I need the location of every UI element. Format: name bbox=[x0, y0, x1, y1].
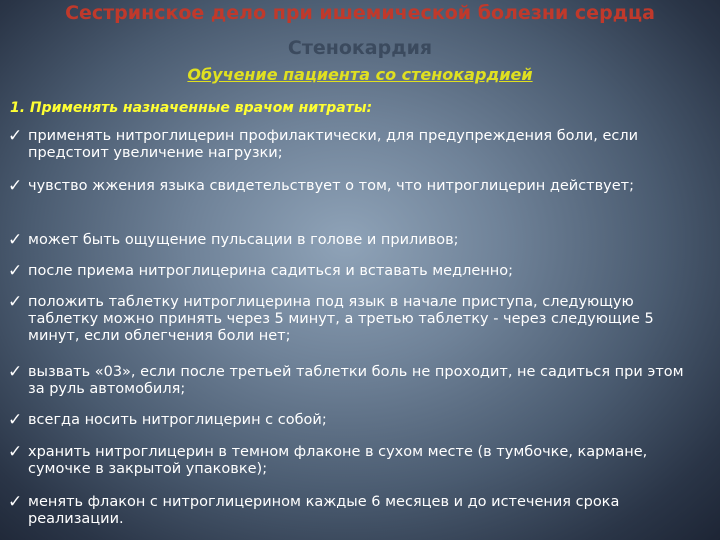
slide-title: Сестринское дело при ишемической болезни сердца bbox=[65, 2, 655, 24]
list-item bbox=[8, 412, 698, 429]
checkmark-icon: ✓ bbox=[8, 410, 23, 430]
list-item-text: после приема нитроглицерина садиться и вставать медленно; bbox=[28, 263, 514, 279]
list-item-text: хранить нитроглицерин в темном флаконе в сухом месте (в тумбочке, кармане, сумочке в закрытой упаковке); bbox=[28, 444, 648, 477]
list-item-text: менять флакон с нитроглицерином каждые 6 месяцев и до истечения срока реализации. bbox=[28, 494, 620, 527]
checkmark-icon: ✓ bbox=[8, 230, 23, 250]
list-item-text: положить таблетку нитроглицерина под язык в начале приступа, следующую таблетку можно принять через 5 минут, а третью таблетку - через следующие 5 минут, если облегчения боли нет; bbox=[28, 294, 654, 344]
list-item bbox=[8, 128, 698, 162]
section-heading: Обучение пациента со стенокардией bbox=[187, 65, 533, 84]
list-item-text: применять нитроглицерин профилактически, для предупреждения боли, если предстоит увеличение нагрузки; bbox=[28, 128, 639, 161]
list-item bbox=[8, 263, 698, 280]
list-item bbox=[8, 364, 698, 398]
list-item bbox=[8, 232, 698, 249]
checkmark-icon: ✓ bbox=[8, 126, 23, 146]
list-item-text: вызвать «03», если после третьей таблетки боль не проходит, не садиться при этом за руль автомобиля; bbox=[28, 364, 684, 397]
list-item bbox=[8, 444, 698, 478]
checkmark-icon: ✓ bbox=[8, 492, 23, 512]
list-item bbox=[8, 494, 698, 528]
list-item bbox=[8, 294, 698, 345]
slide-subtitle: Стенокардия bbox=[287, 37, 433, 59]
list-item bbox=[8, 178, 698, 195]
point-heading: 1. Применять назначенные врачом нитраты: bbox=[10, 100, 373, 116]
list-item-text: чувство жжения языка свидетельствует о том, что нитроглицерин действует; bbox=[28, 178, 635, 194]
checkmark-icon: ✓ bbox=[8, 176, 23, 196]
list-item-text: всегда носить нитроглицерин с собой; bbox=[28, 412, 327, 428]
checkmark-icon: ✓ bbox=[8, 261, 23, 281]
checkmark-icon: ✓ bbox=[8, 442, 23, 462]
list-item-text: может быть ощущение пульсации в голове и приливов; bbox=[28, 232, 459, 248]
checkmark-icon: ✓ bbox=[8, 292, 23, 312]
checkmark-icon: ✓ bbox=[8, 362, 23, 382]
